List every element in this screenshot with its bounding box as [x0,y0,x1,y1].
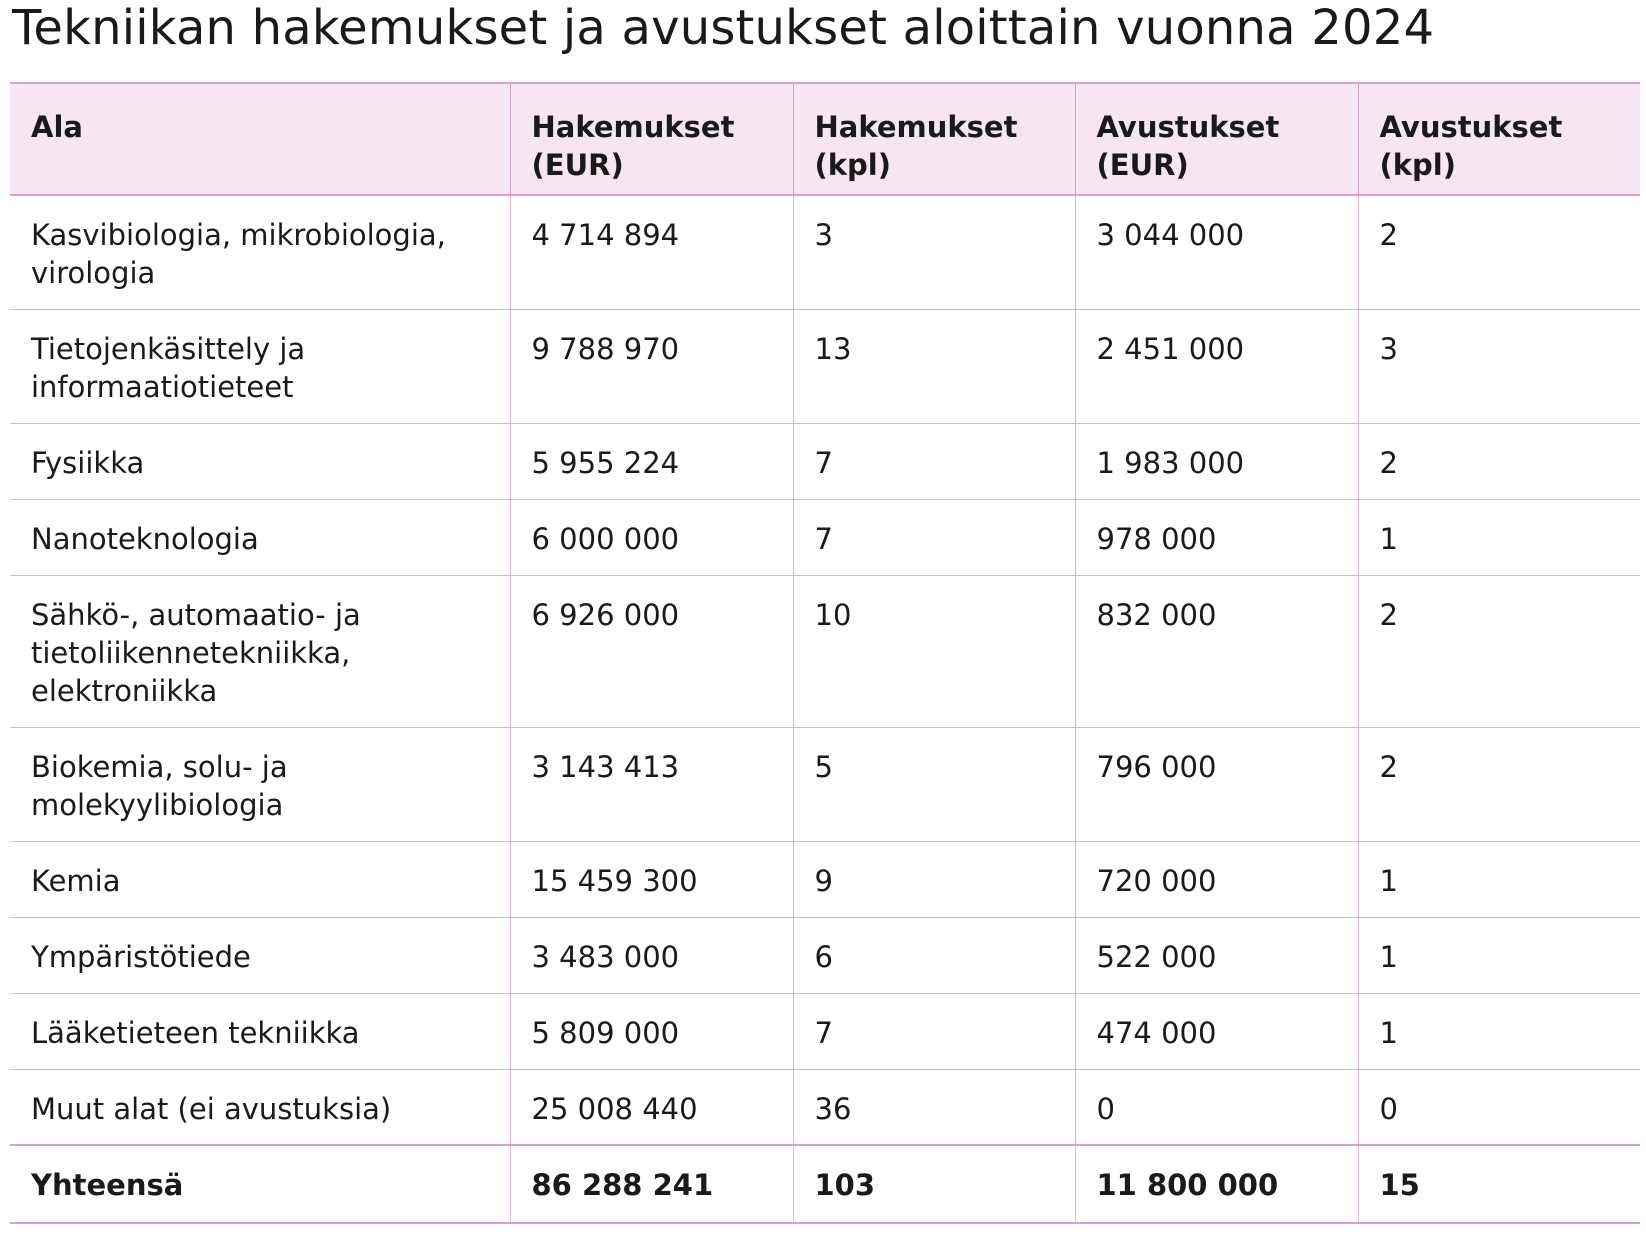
cell-hakemukset-eur: 15 459 300 [510,841,793,917]
cell-ala: Sähkö-, automaatio- ja tietoliikennetekniikka, elektroniikka [10,575,510,727]
cell-ala: Ympäristötiede [10,917,510,993]
cell-avustukset-eur: 1 983 000 [1075,423,1358,499]
cell-avustukset-kpl: 1 [1358,917,1640,993]
grants-table [10,82,1640,1224]
table-row [10,195,1640,309]
cell-hakemukset-eur: 3 483 000 [510,917,793,993]
table-row [10,423,1640,499]
cell-hakemukset-eur: 4 714 894 [510,195,793,309]
cell-hakemukset-kpl: 7 [793,499,1075,575]
table-row [10,309,1640,423]
cell-hakemukset-kpl: 7 [793,993,1075,1069]
cell-avustukset-kpl: 2 [1358,575,1640,727]
cell-hakemukset-eur: 9 788 970 [510,309,793,423]
cell-avustukset-eur: 3 044 000 [1075,195,1358,309]
table-header-row [10,83,1640,195]
total-hakemukset-kpl: 103 [793,1145,1075,1223]
table-row [10,727,1640,841]
cell-ala: Lääketieteen tekniikka [10,993,510,1069]
cell-ala: Biokemia, solu- ja molekyylibiologia [10,727,510,841]
column-header-avustukset-eur: Avustukset (EUR) [1075,83,1358,195]
cell-avustukset-kpl: 3 [1358,309,1640,423]
cell-hakemukset-kpl: 7 [793,423,1075,499]
cell-ala: Kemia [10,841,510,917]
cell-avustukset-eur: 832 000 [1075,575,1358,727]
total-avustukset-eur: 11 800 000 [1075,1145,1358,1223]
table-row [10,575,1640,727]
cell-hakemukset-eur: 25 008 440 [510,1069,793,1145]
cell-hakemukset-kpl: 9 [793,841,1075,917]
cell-avustukset-eur: 474 000 [1075,993,1358,1069]
column-header-hakemukset-eur: Hakemukset (EUR) [510,83,793,195]
cell-ala: Tietojenkäsittely ja informaatiotieteet [10,309,510,423]
table-row [10,993,1640,1069]
cell-avustukset-kpl: 1 [1358,841,1640,917]
cell-avustukset-eur: 0 [1075,1069,1358,1145]
column-header-hakemukset-kpl: Hakemukset (kpl) [793,83,1075,195]
cell-avustukset-eur: 522 000 [1075,917,1358,993]
cell-avustukset-eur: 978 000 [1075,499,1358,575]
table-row [10,917,1640,993]
cell-hakemukset-kpl: 3 [793,195,1075,309]
cell-ala: Nanoteknologia [10,499,510,575]
table-row [10,841,1640,917]
cell-hakemukset-eur: 5 809 000 [510,993,793,1069]
cell-hakemukset-eur: 5 955 224 [510,423,793,499]
table-row [10,1069,1640,1145]
cell-hakemukset-kpl: 6 [793,917,1075,993]
total-avustukset-kpl: 15 [1358,1145,1640,1223]
table-row [10,499,1640,575]
cell-avustukset-eur: 2 451 000 [1075,309,1358,423]
total-row [10,1145,1640,1223]
cell-avustukset-kpl: 1 [1358,993,1640,1069]
column-header-ala: Ala [10,83,510,195]
page-title: Tekniikan hakemukset ja avustukset aloittain vuonna 2024 [12,0,1435,56]
cell-avustukset-kpl: 0 [1358,1069,1640,1145]
cell-avustukset-kpl: 2 [1358,423,1640,499]
cell-ala: Kasvibiologia, mikrobiologia, virologia [10,195,510,309]
cell-ala: Fysiikka [10,423,510,499]
cell-avustukset-kpl: 2 [1358,727,1640,841]
cell-avustukset-kpl: 2 [1358,195,1640,309]
cell-hakemukset-kpl: 36 [793,1069,1075,1145]
cell-hakemukset-eur: 6 926 000 [510,575,793,727]
column-header-avustukset-kpl: Avustukset (kpl) [1358,83,1640,195]
cell-hakemukset-kpl: 13 [793,309,1075,423]
cell-hakemukset-eur: 6 000 000 [510,499,793,575]
cell-avustukset-eur: 796 000 [1075,727,1358,841]
cell-hakemukset-kpl: 10 [793,575,1075,727]
cell-ala: Muut alat (ei avustuksia) [10,1069,510,1145]
cell-avustukset-eur: 720 000 [1075,841,1358,917]
cell-hakemukset-kpl: 5 [793,727,1075,841]
cell-avustukset-kpl: 1 [1358,499,1640,575]
cell-hakemukset-eur: 3 143 413 [510,727,793,841]
total-label: Yhteensä [10,1145,510,1223]
total-hakemukset-eur: 86 288 241 [510,1145,793,1223]
